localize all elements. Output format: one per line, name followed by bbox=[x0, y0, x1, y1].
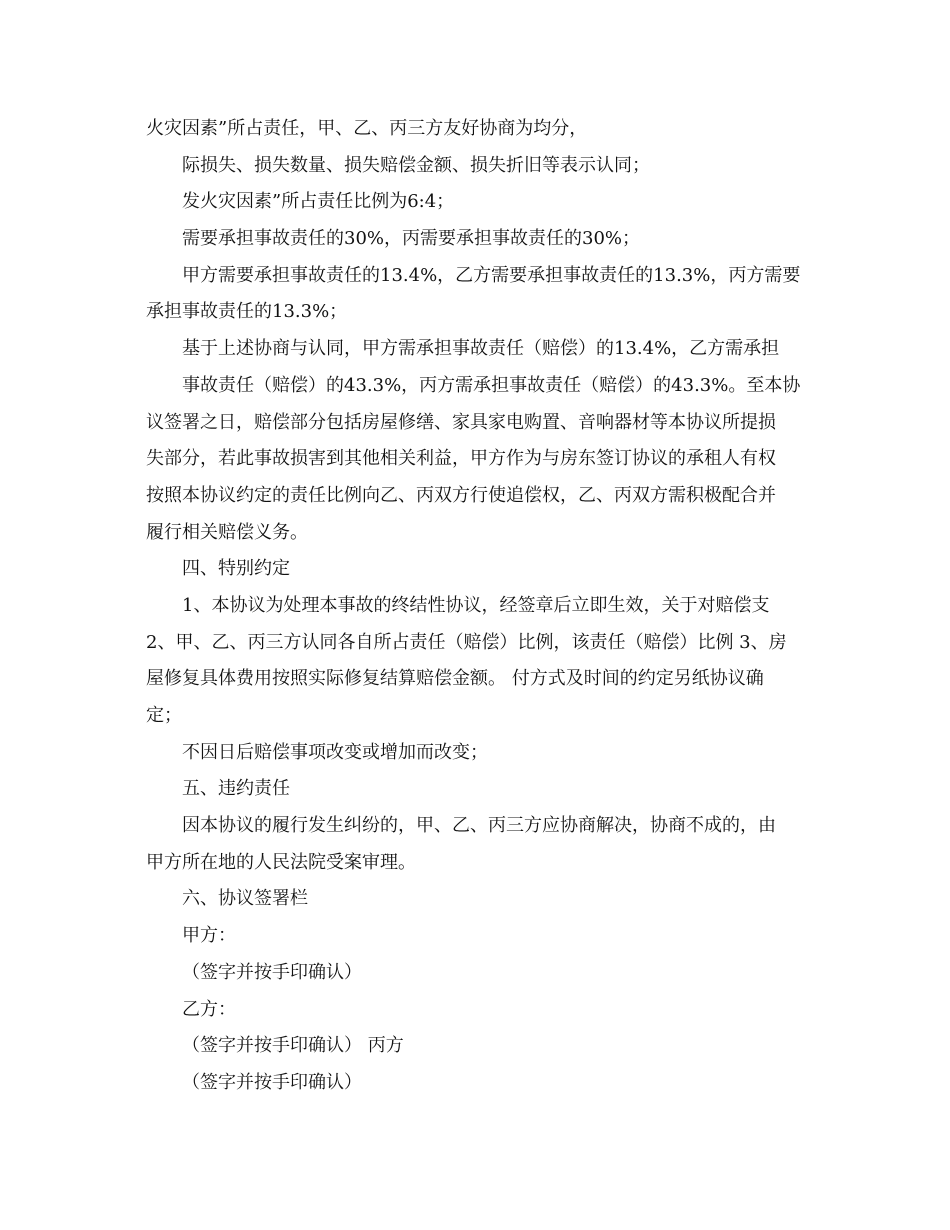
text-line: 履行相关赔偿义务。 bbox=[146, 521, 308, 543]
signature-party-a-label: 甲方： bbox=[182, 925, 236, 947]
signature-party-b-label: 乙方： bbox=[182, 998, 236, 1020]
text-line: 基于上述协商与认同，甲方需承担事故责任（赔偿）的13.4%，乙方需承担 bbox=[182, 338, 780, 360]
text-line: 火灾因素”所占责任，甲、乙、丙三方友好协商为均分， bbox=[146, 118, 588, 139]
text-line: 屋修复具体费用按照实际修复结算赔偿金额。 付方式及时间的约定另纸协议确 bbox=[146, 668, 764, 690]
text-line: 因本协议的履行发生纠纷的，甲、乙、丙三方应协商解决，协商不成的，由 bbox=[182, 815, 776, 837]
section-heading: 四、特别约定 bbox=[182, 558, 290, 580]
signature-party-c-note: （签字并按手印确认） bbox=[182, 1071, 362, 1093]
text-line: 需要承担事故责任的30%，丙需要承担事故责任的30%； bbox=[182, 228, 641, 250]
text-line: 失部分，若此事故损害到其他相关利益，甲方作为与房东签订协议的承租人有权 bbox=[146, 448, 776, 470]
text-line: 甲方需要承担事故责任的13.4%，乙方需要承担事故责任的13.3%，丙方需要 bbox=[182, 264, 801, 286]
document-body bbox=[146, 111, 806, 1102]
text-line: 承担事故责任的13.3%； bbox=[146, 301, 348, 323]
text-line: 定； bbox=[146, 705, 182, 726]
text-line: 2、甲、乙、丙三方认同各自所占责任（赔偿）比例，该责任（赔偿）比例 3、房 bbox=[146, 631, 787, 653]
signature-party-a-note: （签字并按手印确认） bbox=[182, 961, 362, 983]
text-line: 甲方所在地的人民法院受案审理。 bbox=[146, 851, 416, 873]
text-line: 事故责任（赔偿）的43.3%，丙方需承担事故责任（赔偿）的43.3%。至本协 bbox=[182, 374, 801, 396]
text-line: 议签署之日，赔偿部分包括房屋修缮、家具家电购置、音响器材等本协议所提损 bbox=[146, 411, 776, 433]
text-line: 发火灾因素”所占责任比例为6:4； bbox=[182, 191, 455, 213]
text-line: 按照本协议约定的责任比例向乙、丙双方行使追偿权，乙、丙双方需积极配合并 bbox=[146, 484, 776, 506]
signature-party-b-note: （签字并按手印确认） 丙方 bbox=[182, 1035, 404, 1057]
section-heading: 五、违约责任 bbox=[182, 778, 290, 800]
text-line: 1、本协议为处理本事故的终结性协议，经签章后立即生效，关于对赔偿支 bbox=[182, 594, 770, 616]
text-line: 不因日后赔偿事项改变或增加而改变； bbox=[182, 741, 488, 763]
text-line: 际损失、损失数量、损失赔偿金额、损失折旧等表示认同； bbox=[182, 154, 650, 176]
section-heading: 六、协议签署栏 bbox=[182, 888, 308, 910]
